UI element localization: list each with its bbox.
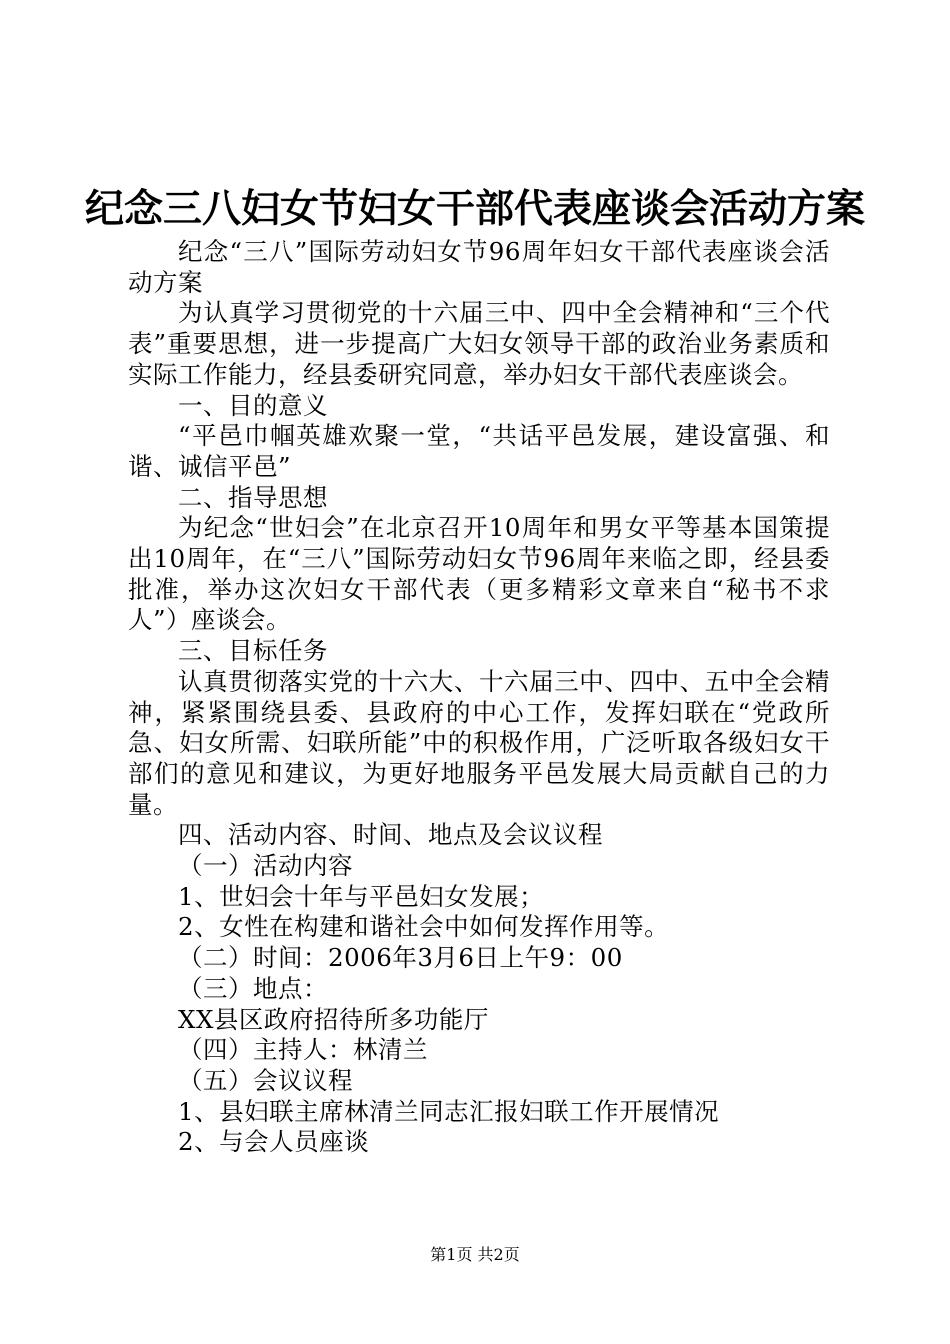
section-heading-2: 二、指导思想	[178, 482, 328, 512]
document-body	[128, 237, 830, 1158]
sub-heading-host: （四）主持人：林清兰	[178, 1035, 428, 1065]
list-item: 1、县妇联主席林清兰同志汇报妇联工作开展情况	[178, 1096, 720, 1126]
list-item: 1、世妇会十年与平邑妇女发展；	[178, 881, 545, 911]
document-title: 纪念三八妇女节妇女干部代表座谈会活动方案	[84, 186, 865, 232]
section-1-paragraph: “平邑巾帼英雄欢聚一堂，“共话平邑发展，建设富强、和谐、诚信平邑”	[128, 421, 830, 481]
section-heading-4: 四、活动内容、时间、地点及会议议程	[178, 820, 603, 850]
section-3-paragraph: 认真贯彻落实党的十六大、十六届三中、四中、五中全会精神，紧紧围绕县委、县政府的中心工作，发挥妇联在“党政所急、妇女所需、妇联所能”中的积极作用，广泛听取各级妇女干部们的意见和建议，为更好地服务平邑发展大局贡献自己的力量。	[128, 666, 830, 819]
section-heading-1: 一、目的意义	[178, 390, 328, 420]
section-heading-3: 三、目标任务	[178, 636, 328, 666]
section-2-paragraph: 为纪念“世妇会”在北京召开10周年和男女平等基本国策提出10周年，在“三八”国际劳动妇女节96周年来临之即，经县委批准，举办这次妇女干部代表（更多精彩文章来自“秘书不求人”）座谈会。	[128, 513, 830, 635]
intro-paragraph: 为认真学习贯彻党的十六届三中、四中全会精神和“三个代表”重要思想，进一步提高广大妇女领导干部的政治业务素质和实际工作能力，经县委研究同意，举办妇女干部代表座谈会。	[128, 298, 830, 389]
sub-heading-agenda: （五）会议议程	[178, 1065, 353, 1095]
sub-heading-time: （二）时间：2006年3月6日上午9：00	[178, 943, 623, 973]
page-number: 第1页 共2页	[430, 1245, 520, 1264]
place-value: XX县区政府招待所多功能厅	[178, 1004, 489, 1034]
subtitle-paragraph: 纪念“三八”国际劳动妇女节96周年妇女干部代表座谈会活动方案	[128, 237, 830, 297]
list-item: 2、与会人员座谈	[178, 1127, 370, 1157]
list-item: 2、女性在构建和谐社会中如何发挥作用等。	[178, 912, 670, 942]
sub-heading-activity: （一）活动内容	[178, 851, 353, 881]
sub-heading-place: （三）地点：	[178, 973, 328, 1003]
